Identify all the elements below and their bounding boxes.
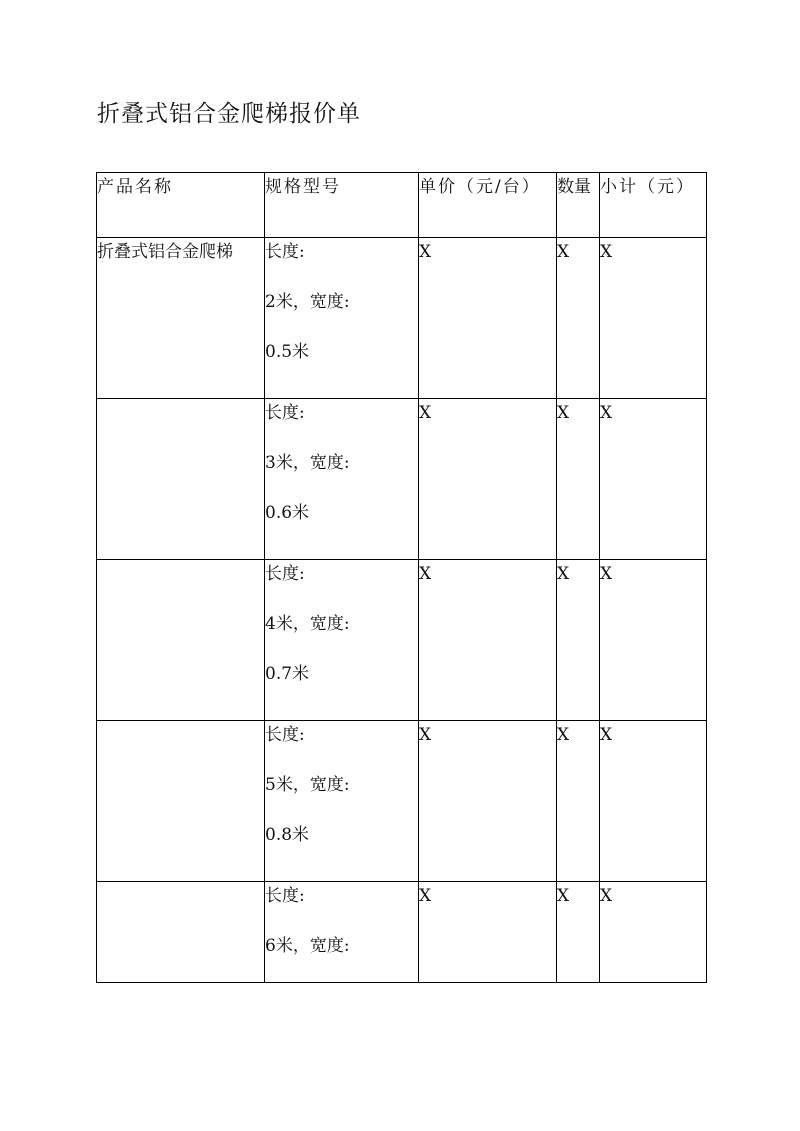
table-row	[97, 882, 707, 983]
cell-quantity: X	[557, 399, 600, 560]
header-product-name: 产品名称	[97, 173, 265, 238]
cell-product-name	[97, 721, 265, 882]
document-title: 折叠式铝合金爬梯报价单	[97, 101, 361, 127]
cell-quantity: X	[557, 560, 600, 721]
cell-spec: 长度: 6米，宽度:	[265, 882, 419, 983]
cell-subtotal: X	[600, 560, 707, 721]
cell-product-name	[97, 560, 265, 721]
cell-quantity: X	[557, 238, 600, 399]
table-header-row	[97, 173, 707, 238]
cell-unit-price: X	[419, 882, 557, 983]
header-spec: 规格型号	[265, 173, 419, 238]
header-unit-price: 单价（元/台）	[419, 173, 557, 238]
header-quantity: 数量	[557, 173, 600, 238]
cell-product-name	[97, 399, 265, 560]
table-row	[97, 560, 707, 721]
cell-spec: 长度: 4米，宽度: 0.7米	[265, 560, 419, 721]
cell-product-name: 折叠式铝合金爬梯	[97, 238, 265, 399]
cell-spec: 长度: 5米，宽度: 0.8米	[265, 721, 419, 882]
table-row	[97, 721, 707, 882]
cell-quantity: X	[557, 882, 600, 983]
cell-subtotal: X	[600, 882, 707, 983]
cell-quantity: X	[557, 721, 600, 882]
cell-unit-price: X	[419, 238, 557, 399]
cell-spec: 长度: 2米，宽度: 0.5米	[265, 238, 419, 399]
header-subtotal: 小计（元）	[600, 173, 707, 238]
cell-subtotal: X	[600, 721, 707, 882]
cell-spec: 长度: 3米，宽度: 0.6米	[265, 399, 419, 560]
cell-unit-price: X	[419, 399, 557, 560]
quote-table	[96, 172, 707, 983]
table-row	[97, 238, 707, 399]
cell-product-name	[97, 882, 265, 983]
table-row	[97, 399, 707, 560]
cell-unit-price: X	[419, 560, 557, 721]
cell-subtotal: X	[600, 238, 707, 399]
cell-subtotal: X	[600, 399, 707, 560]
cell-unit-price: X	[419, 721, 557, 882]
